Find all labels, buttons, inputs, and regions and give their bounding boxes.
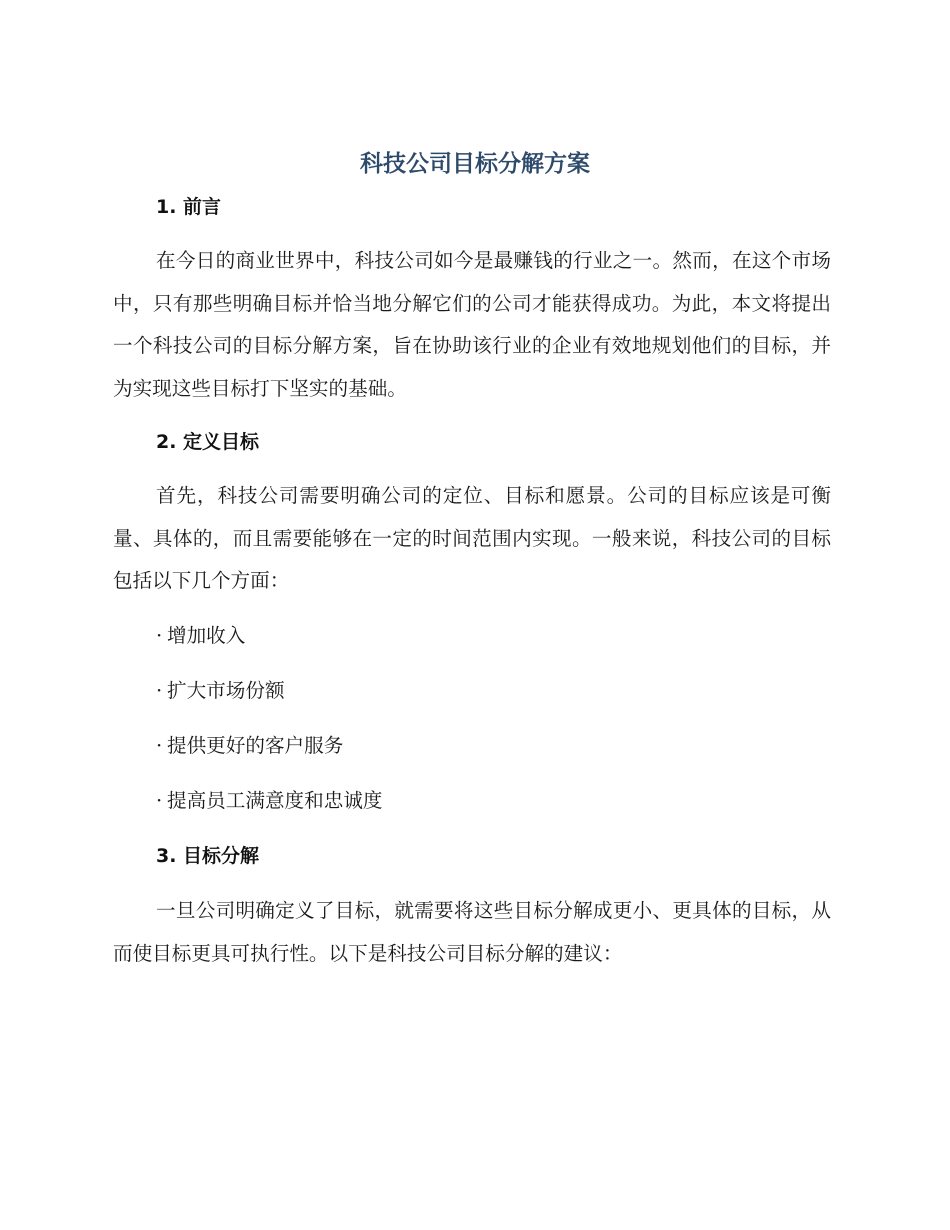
document-title: 科技公司目标分解方案 — [360, 151, 590, 177]
bullet-text: 增加收入 — [167, 624, 246, 647]
bullet-text: 提供更好的客户服务 — [167, 734, 344, 757]
bullet-text: 扩大市场份额 — [167, 679, 285, 702]
bullet-marker: · — [156, 789, 163, 812]
bullet-text: 提高员工满意度和忠诚度 — [167, 789, 383, 812]
bullet-marker: · — [156, 679, 163, 702]
bullet-item — [156, 621, 245, 651]
section-heading-define-goals: 2. 定义目标 — [156, 431, 260, 453]
bullet-item — [156, 676, 285, 706]
bullet-item — [156, 731, 343, 761]
bullet-item — [156, 786, 383, 816]
section-heading-goal-breakdown: 3. 目标分解 — [156, 845, 260, 867]
section-paragraph-define-goals: 首先，科技公司需要明确公司的定位、目标和愿景。公司的目标应该是可衡量、具体的，而且需要能够在一定的时间范围内实现。一般来说，科技公司的目标包括以下几个方面： — [113, 484, 831, 592]
section-paragraph-goal-breakdown: 一旦公司明确定义了目标，就需要将这些目标分解成更小、更具体的目标，从而使目标更具可执行性。以下是科技公司目标分解的建议： — [113, 899, 831, 965]
section-heading-preface: 1. 前言 — [156, 196, 222, 218]
bullet-marker: · — [156, 624, 163, 647]
bullet-marker: · — [156, 734, 163, 757]
section-paragraph-preface: 在今日的商业世界中，科技公司如今是最赚钱的行业之一。然而，在这个市场中，只有那些明确目标并恰当地分解它们的公司才能获得成功。为此，本文将提出一个科技公司的目标分解方案，旨在协助该行业的企业有效地规划他们的目标，并为实现这些目标打下坚实的基础。 — [113, 249, 831, 400]
